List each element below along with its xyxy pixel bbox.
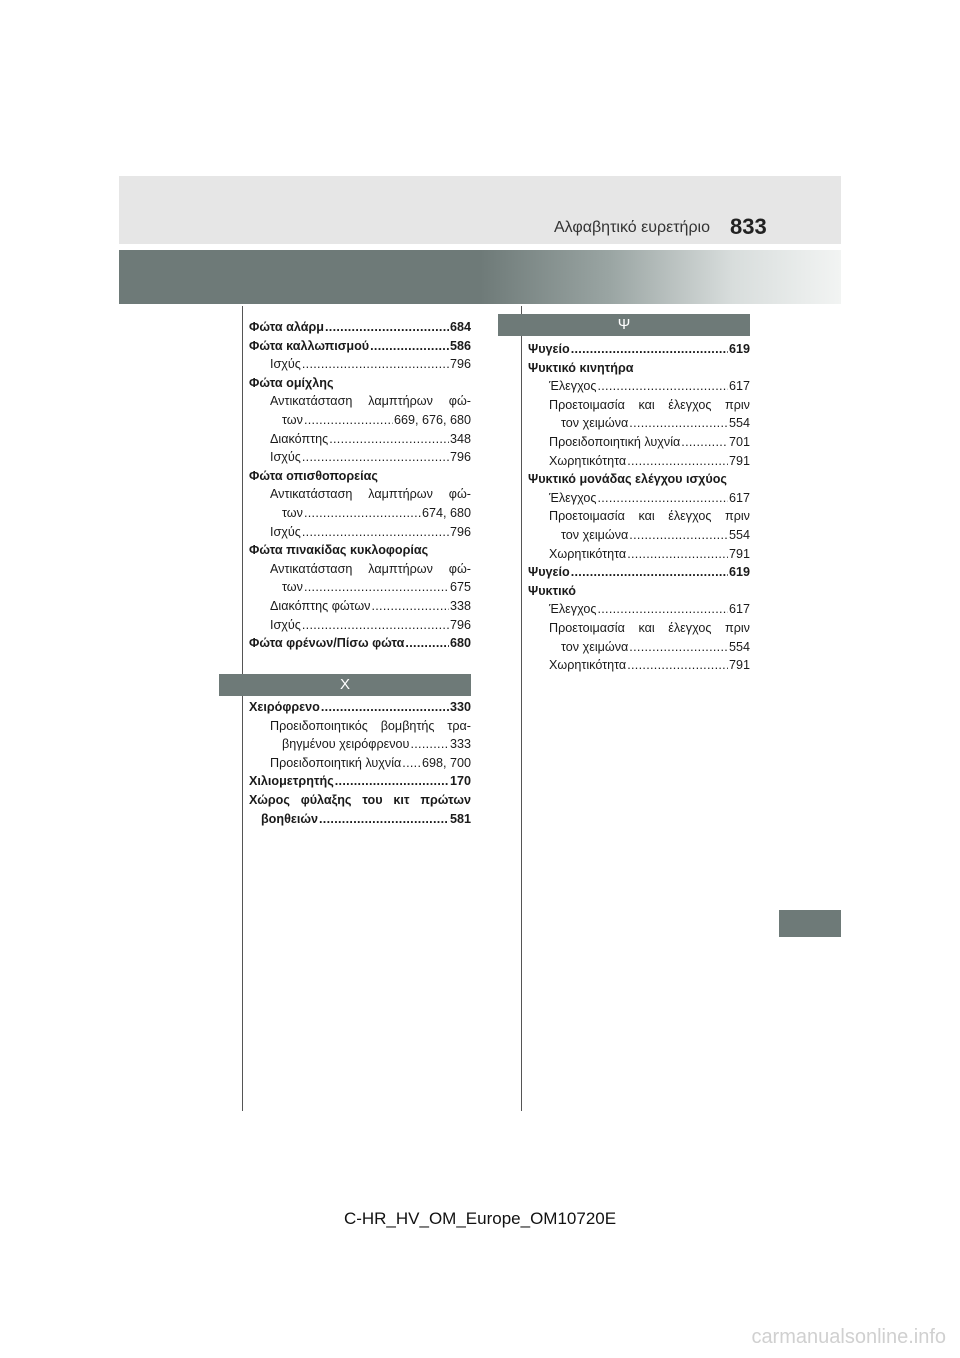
index-subentry: Ισχύς ..... 796 bbox=[249, 355, 471, 374]
index-column-right bbox=[528, 340, 750, 675]
index-subentry-continued: των ..... 675 bbox=[249, 578, 471, 597]
index-column-left-x bbox=[249, 698, 471, 828]
column-divider-left bbox=[242, 306, 243, 1111]
index-subentry: Προειδοποιητική λυχνία ..... 701 bbox=[528, 433, 750, 452]
document-code-footer: C-HR_HV_OM_Europe_OM10720E bbox=[343, 1209, 617, 1228]
index-entry: Ψυγείο ..... 619 bbox=[528, 340, 750, 359]
index-entry: Χειρόφρενο ..... 330 bbox=[249, 698, 471, 717]
index-subentry: Χωρητικότητα ..... 791 bbox=[528, 452, 750, 471]
index-entry: Φώτα ομίχλης bbox=[249, 375, 334, 390]
header-gradient-bar bbox=[119, 250, 841, 304]
chapter-side-tab bbox=[779, 910, 841, 937]
index-entry: Φώτα πινακίδας κυκλοφορίας bbox=[249, 543, 429, 558]
index-entry: Φώτα αλάρμ ..... 684 bbox=[249, 318, 471, 337]
letter-header-chi: Χ bbox=[219, 674, 471, 696]
index-subentry-continued: βηγμένου χειρόφρενου ..... 333 bbox=[249, 735, 471, 754]
index-column-left bbox=[249, 318, 471, 653]
watermark: carmanualsonline.info bbox=[751, 1326, 946, 1348]
index-subentry: Διακόπτης φώτων ..... 338 bbox=[249, 597, 471, 616]
index-entry: Φώτα οπισθοπορείας bbox=[249, 468, 378, 483]
section-title: Αλφαβητικό ευρετήριο bbox=[553, 219, 710, 236]
index-subentry: Χωρητικότητα ..... 791 bbox=[528, 656, 750, 675]
index-subentry: Έλεγχος ..... 617 bbox=[528, 489, 750, 508]
index-subentry: Ισχύς ..... 796 bbox=[249, 616, 471, 635]
index-entry: Φώτα καλλωπισμού ..... 586 bbox=[249, 337, 471, 356]
index-subentry: Έλεγχος ..... 617 bbox=[528, 600, 750, 619]
index-subentry: Προετοιμασία και έλεγχος πριν bbox=[549, 620, 750, 635]
index-entry: Ψυκτικό κινητήρα bbox=[528, 360, 634, 375]
index-entry: Ψυκτικό bbox=[528, 583, 576, 598]
index-entry: Χιλιομετρητής ..... 170 bbox=[249, 772, 471, 791]
index-subentry-continued: τον χειμώνα ..... 554 bbox=[528, 526, 750, 545]
index-subentry: Χωρητικότητα ..... 791 bbox=[528, 545, 750, 564]
index-entry: Ψυκτικό μονάδας ελέγχου ισχύος bbox=[528, 472, 727, 487]
index-entry: Φώτα φρένων/Πίσω φώτα ..... 680 bbox=[249, 634, 471, 653]
index-subentry: Αντικατάσταση λαμπτήρων φώ- bbox=[270, 487, 471, 502]
index-subentry: Αντικατάσταση λαμπτήρων φώ- bbox=[270, 561, 471, 576]
index-subentry: Προειδοποιητικός βομβητής τρα- bbox=[270, 718, 471, 733]
index-subentry-continued: των ..... 674, 680 bbox=[249, 504, 471, 523]
index-subentry: Προετοιμασία και έλεγχος πριν bbox=[549, 397, 750, 412]
index-entry-continued: βοηθειών ..... 581 bbox=[249, 810, 471, 829]
page-number: 833 bbox=[730, 214, 767, 239]
index-entry: Ψυγείο ..... 619 bbox=[528, 563, 750, 582]
index-subentry: Διακόπτης ..... 348 bbox=[249, 430, 471, 449]
index-subentry-continued: τον χειμώνα ..... 554 bbox=[528, 638, 750, 657]
column-divider-right bbox=[521, 306, 522, 1111]
letter-header-psi: Ψ bbox=[498, 314, 750, 336]
index-subentry-continued: τον χειμώνα ..... 554 bbox=[528, 414, 750, 433]
index-subentry: Προειδοποιητική λυχνία ..... 698, 700 bbox=[249, 754, 471, 773]
index-subentry: Ισχύς ..... 796 bbox=[249, 448, 471, 467]
index-subentry-continued: των ..... 669, 676, 680 bbox=[249, 411, 471, 430]
index-subentry: Αντικατάσταση λαμπτήρων φώ- bbox=[270, 394, 471, 409]
index-subentry: Ισχύς ..... 796 bbox=[249, 523, 471, 542]
index-subentry: Προετοιμασία και έλεγχος πριν bbox=[549, 509, 750, 524]
index-entry: Χώρος φύλαξης του κιτ πρώτων bbox=[249, 792, 471, 807]
index-subentry: Έλεγχος ..... 617 bbox=[528, 377, 750, 396]
